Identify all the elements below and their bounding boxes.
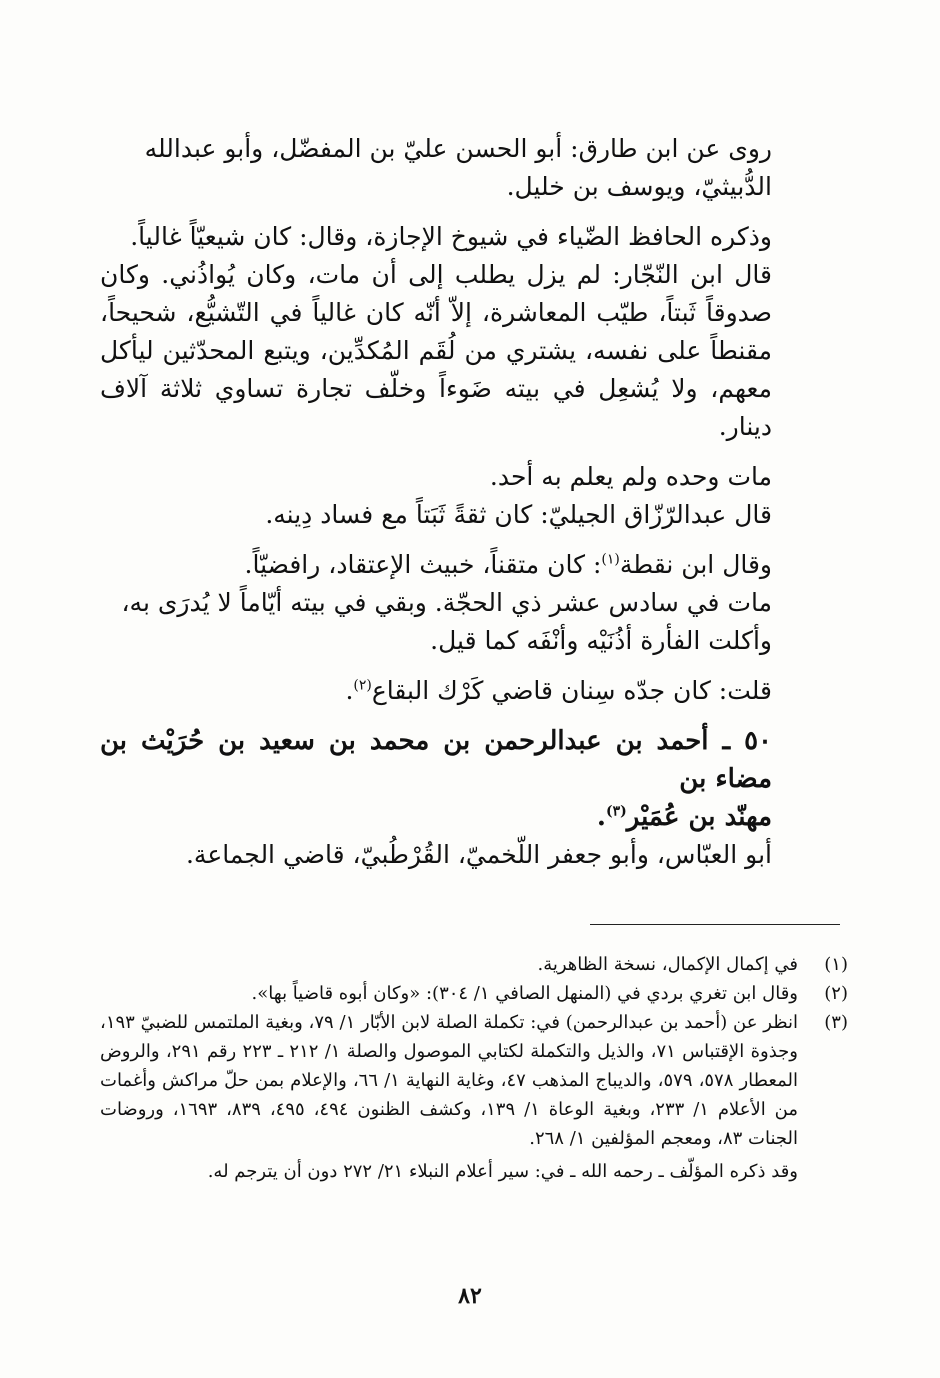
death-date-line2: وأكلت الفأرة أذُنَيْه وأنْفَه كما قيل. bbox=[430, 626, 772, 655]
paragraph-death-date bbox=[100, 584, 840, 660]
footnote-1 bbox=[100, 950, 848, 979]
footnote-ref-3[interactable]: (٣) bbox=[605, 803, 627, 820]
paragraph-najjar-line1: قال ابن النّجّار: لم يزل يطلب إلى أن مات، وكان يُواذُني. وكان bbox=[100, 260, 772, 289]
main-text bbox=[100, 130, 840, 874]
footnote-number: (٣) bbox=[824, 1012, 848, 1033]
paragraph-diya: وذكره الحافظ الضّياء في شيوخ الإجازة، وقال: كان شيعيّاً غالياً. bbox=[130, 222, 772, 251]
entry-heading-end: . bbox=[596, 802, 606, 832]
paragraph-jili: قال عبدالرّزّاق الجيليّ: كان ثقةً ثَبَتاً مع فساد دِينه. bbox=[265, 500, 772, 529]
footnote-separator bbox=[590, 924, 840, 925]
paragraph-narrators-line2: الدُّبيثيّ، ويوسف بن خليل. bbox=[506, 172, 772, 201]
footnote-3 bbox=[100, 1008, 848, 1153]
paragraph-grandfather bbox=[100, 672, 840, 710]
footnote-2 bbox=[100, 979, 848, 1008]
footnotes bbox=[100, 950, 848, 1186]
page-number: ٨٢ bbox=[458, 1283, 482, 1309]
footnote-text: في إكمال الإكمال، نسخة الظاهرية. bbox=[537, 954, 798, 975]
footnote-text: انظر عن (أحمد بن عبدالرحمن) في: تكملة الصلة لابن الأبّار ١/ ٧٩، وبغية الملتمس للضبيّ ١٩٣، وجذوة الإقتباس ٧١، والذيل والتكملة لكتابي الموصول والصلة ١/ ٢١٢ ـ ٢٢٣ رقم ٢٩١، والروض المعطار ٥٧٨، ٥٧٩، والديباج المذهب ٤٧، وغاية النهاية ١/ ٦٦، والإعلام بمن حلّ مراكش وأغمات من الأعلام ١/ ٢٣٣، وبغية الوعاة ١/ ١٣٩، وكشف الظنون ٤٩٤، ٤٩٥، ٨٣٩، ١٦٩٣، وروضات الجنات ٨٣، ومعجم المؤلفين ١/ ٢٦٨. bbox=[100, 1012, 799, 1149]
paragraph-death-alone: مات وحده ولم يعلم به أحد. bbox=[489, 462, 772, 491]
death-date-line1: مات في سادس عشر ذي الحجّة. وبقي في بيته أيّاماً لا يُدرَى به، bbox=[121, 588, 772, 617]
paragraph-narrators-line1: روى عن ابن طارق: أبو الحسن عليّ بن المفضّل، وأبو عبدالله bbox=[144, 134, 772, 163]
grandfather-text: قلت: كان جدّه سِنان قاضي كَرْك البقاع bbox=[371, 676, 772, 705]
footnote-3-addendum: وقد ذكره المؤلّف ـ رحمه الله ـ في: سير أعلام النبلاء ٢١/ ٢٧٢ دون أن يترجم له. bbox=[207, 1161, 798, 1182]
footnote-ref-2[interactable]: (٢) bbox=[353, 677, 372, 694]
entry-heading-line1: ٥٠ ـ أحمد بن عبدالرحمن بن محمد بن سعيد بن حُرَيْث بن مضاء بن bbox=[100, 726, 772, 794]
entry-heading-line2: مهنّد بن عُمَيْر bbox=[626, 802, 772, 832]
paragraph-narrators bbox=[100, 130, 840, 206]
footnote-text: وقال ابن تغري بردي في (المنهل الصافي ١/ ٣٠٤): «وكان أبوه قاضياً بها». bbox=[251, 983, 798, 1004]
ibn-nuqta-text: وقال ابن نقطة bbox=[619, 550, 772, 579]
paragraph-najjar bbox=[100, 256, 840, 446]
paragraph-najjar-rest: صدوقاً ثَبتاً، طيّب المعاشرة، إلاّ أنّه كان غالياً في التّشيُّع، شحيحاً، مقنطاً على نفسه، يشتري من لُقَم المُكدِّين، ويتبع المحدّثين ليأكل معهم، ولا يُشعِل في بيته ضَوءاً وخلّف تجارة تساوي ثلاثة آلاف دينار. bbox=[100, 298, 772, 441]
entry-heading bbox=[100, 722, 840, 836]
footnote-ref-1[interactable]: (١) bbox=[601, 551, 620, 568]
footnote-number: (١) bbox=[824, 954, 848, 975]
paragraph-ibn-nuqta bbox=[100, 546, 840, 584]
ibn-nuqta-quote: : كان متقناً، خبيث الإعتقاد، رافضيّاً. bbox=[244, 550, 602, 579]
paragraph-kunya: أبو العبّاس، وأبو جعفر اللّخميّ، القُرْطُبيّ، قاضي الجماعة. bbox=[185, 840, 772, 869]
grandfather-end: . bbox=[345, 676, 354, 705]
footnote-number: (٢) bbox=[824, 983, 848, 1004]
